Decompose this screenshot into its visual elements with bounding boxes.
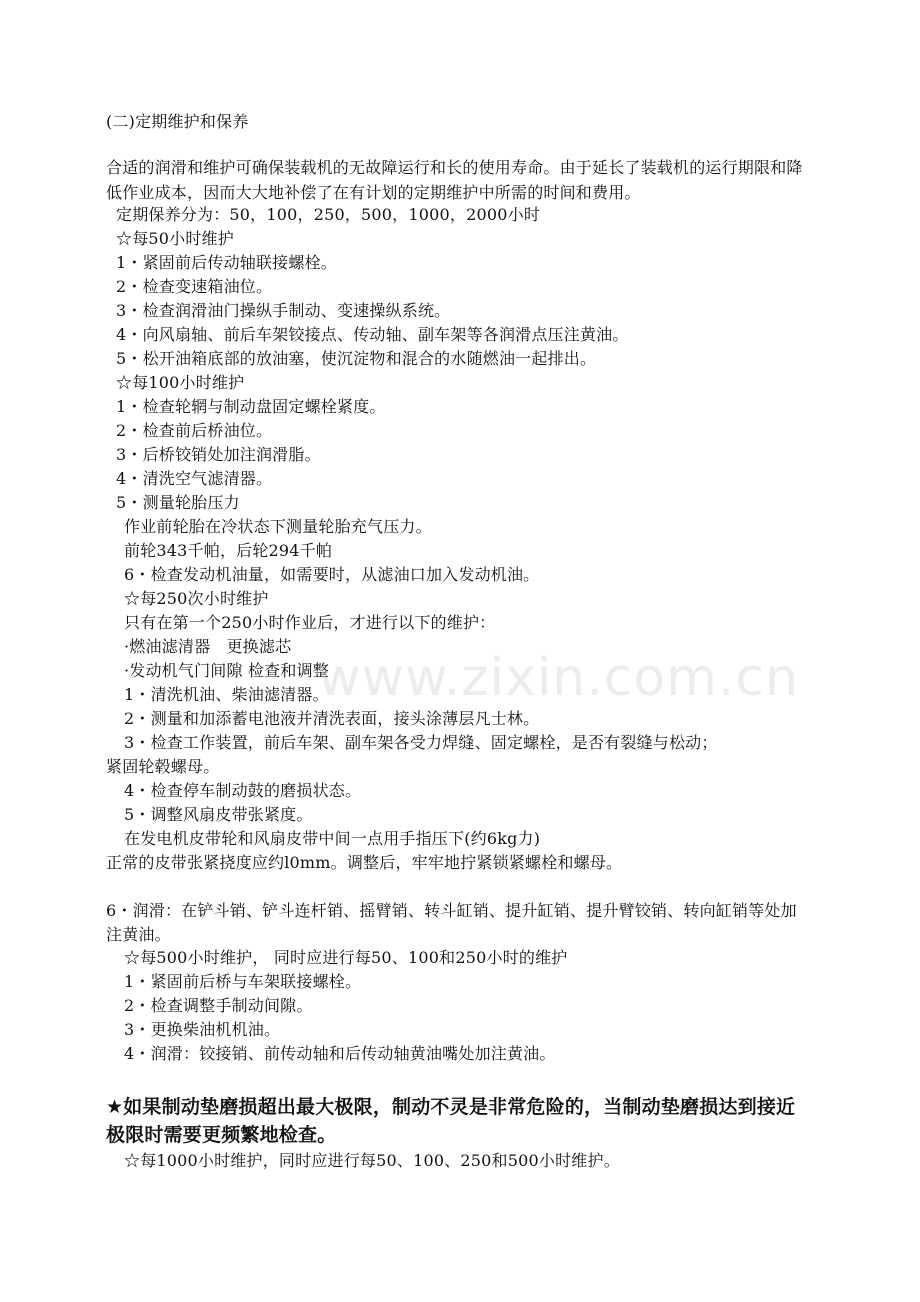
list-item: 2・检查前后桥油位。 <box>116 421 273 440</box>
section-500h-title: ☆每500小时维护， 同时应进行每50、100和250小时的维护 <box>124 948 568 967</box>
belt-note: 正常的皮带张紧挠度应约l0mm。调整后，牢牢地拧紧锁紧螺栓和螺母。 <box>106 853 623 872</box>
belt-note: 在发电机皮带轮和风扇皮带中间一点用手指压下(约6kg力) <box>124 829 541 848</box>
list-item: 3・更换柴油机机油。 <box>124 1020 281 1039</box>
list-item: 4・向风扇轴、前后车架铰接点、传动轴、副车架等各润滑点压注黄油。 <box>116 325 629 344</box>
list-item: 3・后桥铰销处加注润滑脂。 <box>116 445 321 464</box>
list-item: 5・测量轮胎压力 <box>116 493 240 512</box>
sub-item: ·发动机气门间隙 检查和调整 <box>124 661 329 680</box>
list-item: 5・调整风扇皮带张紧度。 <box>124 805 313 824</box>
brake-warning: ★如果制动垫磨损超出最大极限，制动不灵是非常危险的，当制动垫磨损达到接近极限时需要更频繁地检查。 <box>106 1096 796 1146</box>
list-item: 6・润滑：在铲斗销、铲斗连杆销、摇臂销、转斗缸销、提升缸销、提升臂铰销、转向缸销等处加注黄油。 <box>106 901 797 944</box>
list-item: 2・测量和加添蓄电池液并清洗表面，接头涂薄层凡士林。 <box>124 709 540 728</box>
list-item: 3・检查工作装置，前后车架、副车架各受力焊缝、固定螺栓，是否有裂缝与松动； <box>124 733 718 752</box>
list-item: 1・检查轮辋与制动盘固定螺栓紧度。 <box>116 397 386 416</box>
list-item: 4・检查停车制动鼓的磨损状态。 <box>124 781 362 800</box>
tire-note: 作业前轮胎在冷状态下测量轮胎充气压力。 <box>124 517 432 536</box>
list-item: 4・润滑：铰接销、前传动轴和后传动轴黄油嘴处加注黄油。 <box>124 1044 556 1063</box>
list-item: 1・清洗机油、柴油滤清器。 <box>124 685 329 704</box>
list-item: 4・清洗空气滤清器。 <box>116 469 273 488</box>
section-heading: (二)定期维护和保养 <box>106 112 249 131</box>
list-item: 6・检查发动机油量，如需要时，从滤油口加入发动机油。 <box>124 565 540 584</box>
section-250h-title: ☆每250次小时维护 <box>124 589 269 608</box>
list-item: 1・紧固前后传动轴联接螺栓。 <box>116 253 337 272</box>
list-item: 2・检查调整手制动间隙。 <box>124 996 313 1015</box>
intro-paragraph: 合适的润滑和维护可确保装载机的无故障运行和长的使用寿命。由于延长了装载机的运行期限和降低作业成本，因而大大地补偿了在有计划的定期维护中所需的时间和费用。 <box>106 158 803 202</box>
list-item: 1・紧固前后桥与车架联接螺栓。 <box>124 972 362 991</box>
list-item: 5・松开油箱底部的放油塞，使沉淀物和混合的水随燃油一起排出。 <box>116 349 597 368</box>
section-250h-note: 只有在第一个250小时作业后，才进行以下的维护： <box>124 613 496 632</box>
sub-item: ·燃油滤清器 更换滤芯 <box>124 637 292 656</box>
period-division: 定期保养分为：50，100，250，500，1000，2000小时 <box>116 205 541 224</box>
list-item: 3・检查润滑油门操纵手制动、变速操纵系统。 <box>116 301 451 320</box>
section-50h-title: ☆每50小时维护 <box>116 229 234 248</box>
section-1000h-title: ☆每1000小时维护，同时应进行每50、100、250和500小时维护。 <box>124 1151 620 1170</box>
list-item-continued: 紧固轮毂螺母。 <box>106 757 220 776</box>
section-100h-title: ☆每100小时维护 <box>116 373 245 392</box>
tire-pressure-values: 前轮343千帕，后轮294千帕 <box>124 541 333 560</box>
watermark: www.zixin.com.cn <box>318 648 799 708</box>
list-item: 2・检查变速箱油位。 <box>116 277 273 296</box>
